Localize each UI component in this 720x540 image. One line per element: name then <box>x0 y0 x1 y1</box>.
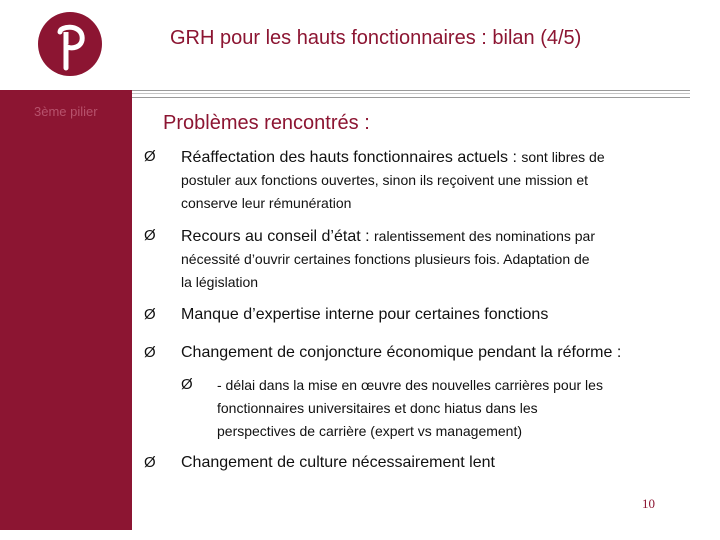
bullet-item-2 <box>181 225 595 294</box>
bullet-text: fonctionnaires universitaires et donc hiatus dans les <box>217 400 538 416</box>
divider <box>132 90 690 91</box>
bullet-item-4 <box>181 342 621 364</box>
bullet-arrow-icon: Ø <box>144 227 156 244</box>
bullet-text: ralentissement des nominations par <box>374 228 596 244</box>
bullet-text: nécessité d’ouvrir certaines fonctions plusieurs fois. Adaptation de <box>181 251 590 267</box>
bullet-arrow-icon: Ø <box>144 148 156 165</box>
sidebar-label: 3ème pilier <box>34 104 98 119</box>
bullet-text: perspectives de carrière (expert vs management) <box>217 423 523 439</box>
divider <box>132 93 690 94</box>
sub-bullet-item <box>217 374 603 443</box>
bullet-item-3 <box>181 304 548 326</box>
bullet-arrow-icon: Ø <box>181 376 193 393</box>
sidebar <box>0 90 132 530</box>
bullet-lead: Réaffectation des hauts fonctionnaires actuels : <box>181 149 522 166</box>
page-title: GRH pour les hauts fonctionnaires : bilan (4/5) <box>170 27 582 49</box>
section-subtitle: Problèmes rencontrés : <box>163 112 370 134</box>
bullet-text: sont libres de <box>521 149 605 165</box>
bullet-arrow-icon: Ø <box>144 306 156 323</box>
page-number: 10 <box>642 496 655 511</box>
bullet-text: la législation <box>181 274 259 290</box>
bullet-lead: Changement de conjoncture économique pendant la réforme : <box>181 344 622 361</box>
bullet-lead: Changement de culture nécessairement lent <box>181 454 495 471</box>
logo-icon <box>36 10 104 78</box>
bullet-lead: Manque d’expertise interne pour certaines fonctions <box>181 306 549 323</box>
bullet-item-1 <box>181 146 605 215</box>
bullet-text: postuler aux fonctions ouvertes, sinon ils reçoivent une mission et <box>181 172 588 188</box>
bullet-text: - délai dans la mise en œuvre des nouvelles carrières pour les <box>217 377 603 393</box>
bullet-arrow-icon: Ø <box>144 454 156 471</box>
divider <box>132 97 690 98</box>
bullet-arrow-icon: Ø <box>144 344 156 361</box>
bullet-lead: Recours au conseil d’état : <box>181 228 374 245</box>
bullet-item-5 <box>181 452 495 474</box>
bullet-text: conserve leur rémunération <box>181 195 352 211</box>
